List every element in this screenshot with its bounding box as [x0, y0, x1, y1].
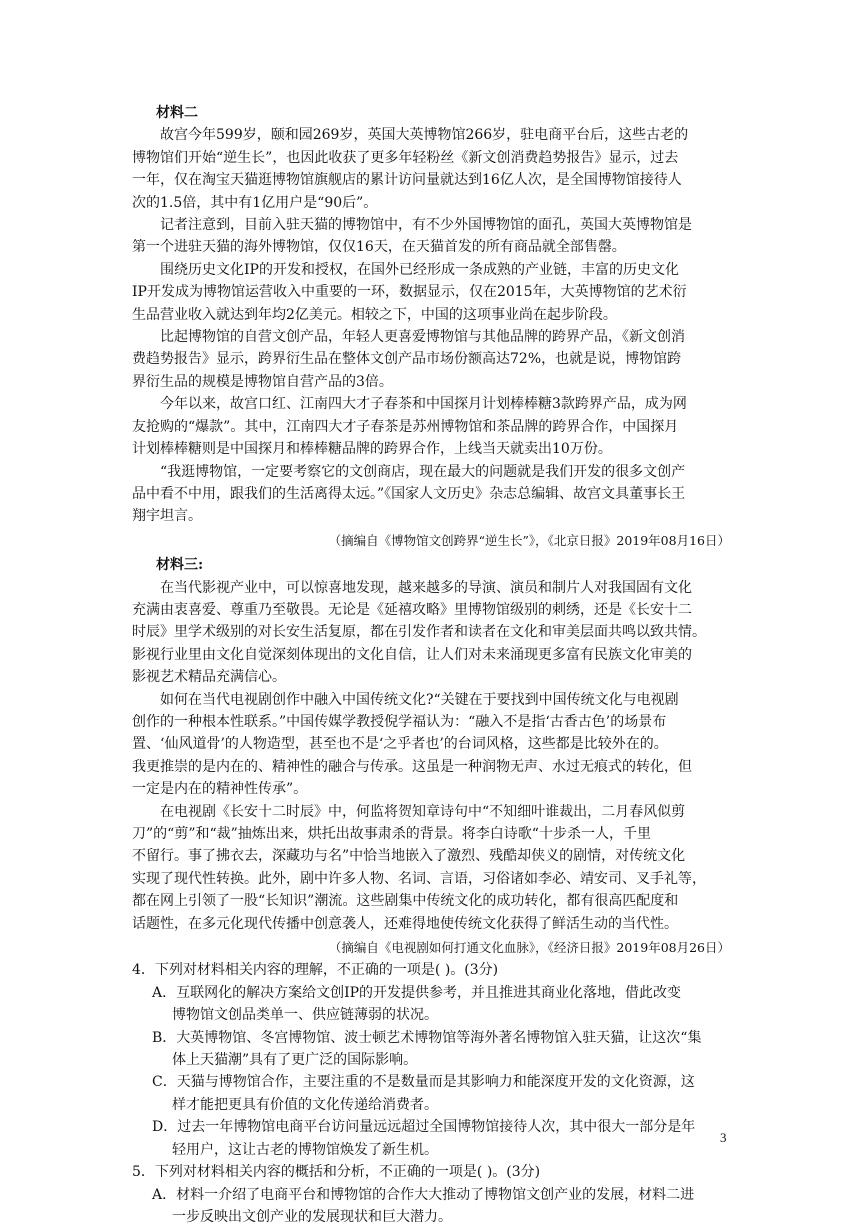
question-4 — [132, 959, 730, 1161]
paragraph: 在当代影视产业中，可以惊喜地发现，越来越多的导演、演员和制片人对我国固有文化 充满由衷喜爱、尊重乃至敬畏。无论是《延禧攻略》里博物馆级别的刺绣，还是《长安十二 时辰》里学术级别的对长安生活复原，都在引发作者和读者在文化和审美层面共鸣以致共情。 影视行业里由文化自觉深刻体现出的文化自信，让人们对未来涌现更多富有民族文化审美的 影视艺术精品充满信心。 — [132, 577, 730, 689]
question-5 — [132, 1161, 730, 1228]
paragraph: 记者注意到，目前入驻天猫的博物馆中，有不少外国博物馆的面孔，英国大英博物馆是 第一个进驻天猫的海外博物馆，仅仅16天，在天猫首发的所有商品就全部售罄。 — [132, 214, 730, 259]
paragraph: 如何在当代电视剧创作中融入中国传统文化?“关键在于要找到中国传统文化与电视剧 创作的一种根本性联系。”中国传媒学教授倪学福认为：“融入不是指‘古香古色’的场景布 置、‘仙风道骨’的人物造型，甚至也不是‘之乎者也’的台词风格，这些都是比较外在的。 我更推崇的是内在的、精神性的融合与传承。这虽是一种润物无声、水过无痕式的转化，但 一定是内在的精神性传承”。 — [132, 689, 730, 801]
option-b: B．大英博物馆、冬宫博物馆、波士顿艺术博物馆等海外著名博物馆入驻天猫，让这次“集 体上天猫潮”具有了更广泛的国际影响。 — [152, 1027, 730, 1072]
paragraph: 比起博物馆的自营文创产品，年轻人更喜爱博物馆与其他品牌的跨界产品，《新文创消 费趋势报告》显示，跨界衍生品在整体文创产品市场份额高达72%，也就是说，博物馆跨 界衍生品的规模是博物馆自营产品的3倍。 — [132, 326, 730, 393]
question-stem: 5．下列对材料相关内容的概括和分析，不正确的一项是( )。(3分) — [132, 1161, 730, 1183]
material-3-heading: 材料三: — [156, 554, 730, 576]
option-a: A．材料一介绍了电商平台和博物馆的合作大大推动了博物馆文创产业的发展，材料二进 一步反映出文创产业的发展现状和巨大潜力。 — [152, 1184, 730, 1228]
paragraph: 在电视剧《长安十二时辰》中，何监将贺知章诗句中“不知细叶谁裁出，二月春风似剪 刀”的“剪”和“裁”抽炼出来，烘托出故事肃杀的背景。将李白诗歌“十步杀一人，千里 不留行。事了拂衣去，深藏功与名”中恰当地嵌入了激烈、残酷却侠义的剧情，对传统文化 实现了现代性转换。此外，剧中许多人物、名词、言语，习俗诸如李必、靖安司、叉手礼等， 都在网上引领了一股“长知识”潮流。这些剧集中传统文化的成功转化，都有很高匹配度和 话题性，在多元化现代传播中创意袭人，还难得地使传统文化获得了鲜活生动的当代性。 — [132, 801, 730, 935]
paragraph: 今年以来，故宫口红、江南四大才子春茶和中国探月计划棒棒糖3款跨界产品，成为网 友抢购的“爆款”。其中，江南四大才子春茶是苏州博物馆和茶品牌的跨界合作，中国探月 计划棒棒糖则是中国探月和棒棒糖品牌的跨界合作，上线当天就卖出10万份。 — [132, 393, 730, 460]
question-stem: 4．下列对材料相关内容的理解，不正确的一项是( )。(3分) — [132, 959, 730, 981]
option-c: C．天猫与博物馆合作，主要注重的不是数量而是其影响力和能深度开发的文化资源，这 样才能把更具有价值的文化传递给消费者。 — [152, 1071, 730, 1116]
paragraph: 围绕历史文化IP的开发和授权，在国外已经形成一条成熟的产业链，丰富的历史文化 IP开发成为博物馆运营收入中重要的一环，数据显示，仅在2015年，大英博物馆的艺术衍 生品营业收入就达到年均2亿美元。相较之下，中国的这项事业尚在起步阶段。 — [132, 259, 730, 326]
source-citation: （摘编自《博物馆文创跨界“逆生长”》，《北京日报》2019年08月16日） — [132, 530, 730, 552]
option-d: D．过去一年博物馆电商平台访问量远远超过全国博物馆接待人次，其中很大一部分是年 轻用户，这让古老的博物馆焕发了新生机。 — [152, 1116, 730, 1161]
material-2-heading: 材料二 — [156, 102, 730, 124]
page-number: 3 — [720, 1130, 727, 1146]
paragraph: 故宫今年599岁，颐和园269岁，英国大英博物馆266岁，驻电商平台后，这些古老的 博物馆们开始“逆生长”，也因此收获了更多年轻粉丝《新文创消费趋势报告》显示，过去 一年，仅在淘宝天猫逛博物馆旗舰店的累计访问量就达到16亿人次，是全国博物馆接待人 次的1.5倍，其中有1亿用户是“90后”。 — [132, 124, 730, 214]
option-a: A．互联网化的解决方案给文创IP的开发提供参考，并且推进其商业化落地，借此改变 博物馆文创品类单一、供应链薄弱的状况。 — [152, 982, 730, 1027]
paragraph: “我逛博物馆，一定要考察它的文创商店，现在最大的问题就是我们开发的很多文创产 品中看不中用，跟我们的生活离得太远。”《国家人文历史》杂志总编辑、故宫文具董事长王 翔宇坦言。 — [132, 461, 730, 528]
page-content — [132, 100, 730, 1228]
source-citation: （摘编自《电视剧如何打通文化血脉》，《经济日报》2019年08月26日） — [132, 937, 730, 959]
